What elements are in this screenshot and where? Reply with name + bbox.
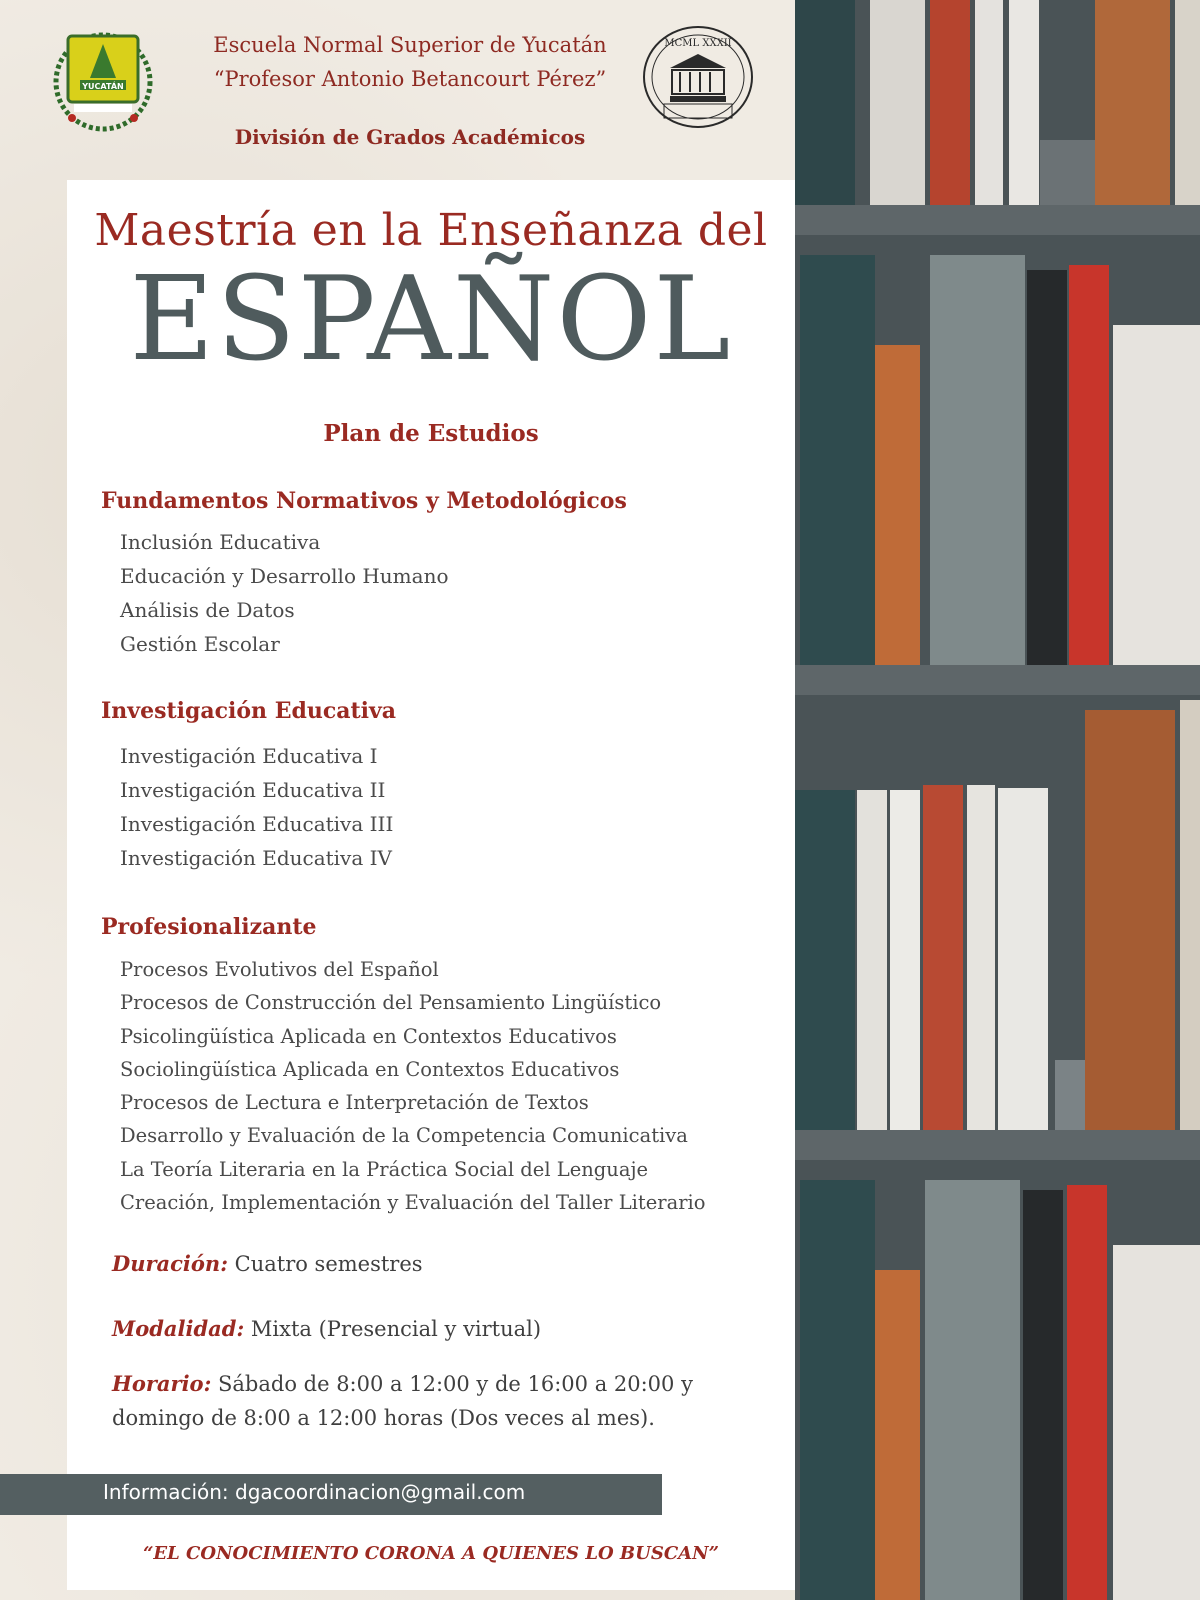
division-name: División de Grados Académicos <box>234 125 586 149</box>
section-title: Profesionalizante <box>101 914 317 940</box>
header <box>0 0 795 180</box>
program-title: Maestría en la Enseñanza del <box>94 205 768 256</box>
duration-row <box>112 1247 423 1281</box>
seal-year: MCML XXXII <box>664 38 732 49</box>
list-item: Creación, Implementación y Evaluación del Taller Literario <box>120 1191 706 1215</box>
list-item: Desarrollo y Evaluación de la Competencia Comunicativa <box>120 1124 688 1148</box>
list-item: Procesos de Construcción del Pensamiento Lingüístico <box>120 991 662 1015</box>
list-item: La Teoría Literaria en la Práctica Social del Lenguaje <box>120 1157 649 1181</box>
schedule-value-cont: domingo de 8:00 a 12:00 horas (Dos veces al mes). <box>112 1406 655 1430</box>
course-list <box>120 953 706 1219</box>
modality-value: Mixta (Presencial y virtual) <box>250 1317 542 1341</box>
schedule-value: Sábado de 8:00 a 12:00 y de 16:00 a 20:00 y <box>218 1372 693 1396</box>
list-item: Investigación Educativa IV <box>120 846 392 870</box>
section-title: Fundamentos Normativos y Metodológicos <box>101 488 627 514</box>
duration-value: Cuatro semestres <box>234 1252 423 1276</box>
motto: “EL CONOCIMIENTO CORONA A QUIENES LO BUSCAN” <box>143 1543 719 1564</box>
bookshelf-image <box>795 0 1200 1600</box>
list-item: Inclusión Educativa <box>120 530 321 554</box>
contact-email[interactable]: Información: dgacoordinacion@gmail.com <box>103 1480 526 1504</box>
school-logo-text: YUCATÁN <box>82 82 124 91</box>
school-name: Escuela Normal Superior de Yucatán <box>213 33 607 57</box>
list-item: Procesos Evolutivos del Español <box>120 958 439 981</box>
school-honoree: “Profesor Antonio Betancourt Pérez” <box>213 67 607 91</box>
modality-label: Modalidad: <box>112 1316 245 1341</box>
program-title-subject: ESPAÑOL <box>129 252 733 387</box>
course-list <box>120 525 449 661</box>
list-item: Investigación Educativa I <box>120 744 378 768</box>
list-item: Educación y Desarrollo Humano <box>120 564 449 588</box>
list-item: Procesos de Lectura e Interpretación de Textos <box>120 1091 589 1115</box>
section-title: Investigación Educativa <box>101 698 397 724</box>
division-seal <box>640 24 756 130</box>
schedule-row <box>112 1367 693 1435</box>
plan-heading: Plan de Estudios <box>323 420 539 447</box>
list-item: Gestión Escolar <box>120 632 280 656</box>
list-item: Sociolingüística Aplicada en Contextos Educativos <box>120 1057 620 1081</box>
list-item: Análisis de Datos <box>120 598 295 622</box>
list-item: Investigación Educativa II <box>120 778 386 802</box>
school-logo <box>52 30 154 134</box>
course-list <box>120 739 393 875</box>
list-item: Psicolingüística Aplicada en Contextos Educativos <box>120 1024 617 1048</box>
schedule-label: Horario: <box>112 1371 212 1396</box>
modality-row <box>112 1312 541 1346</box>
duration-label: Duración: <box>112 1251 228 1276</box>
list-item: Investigación Educativa III <box>120 812 394 836</box>
